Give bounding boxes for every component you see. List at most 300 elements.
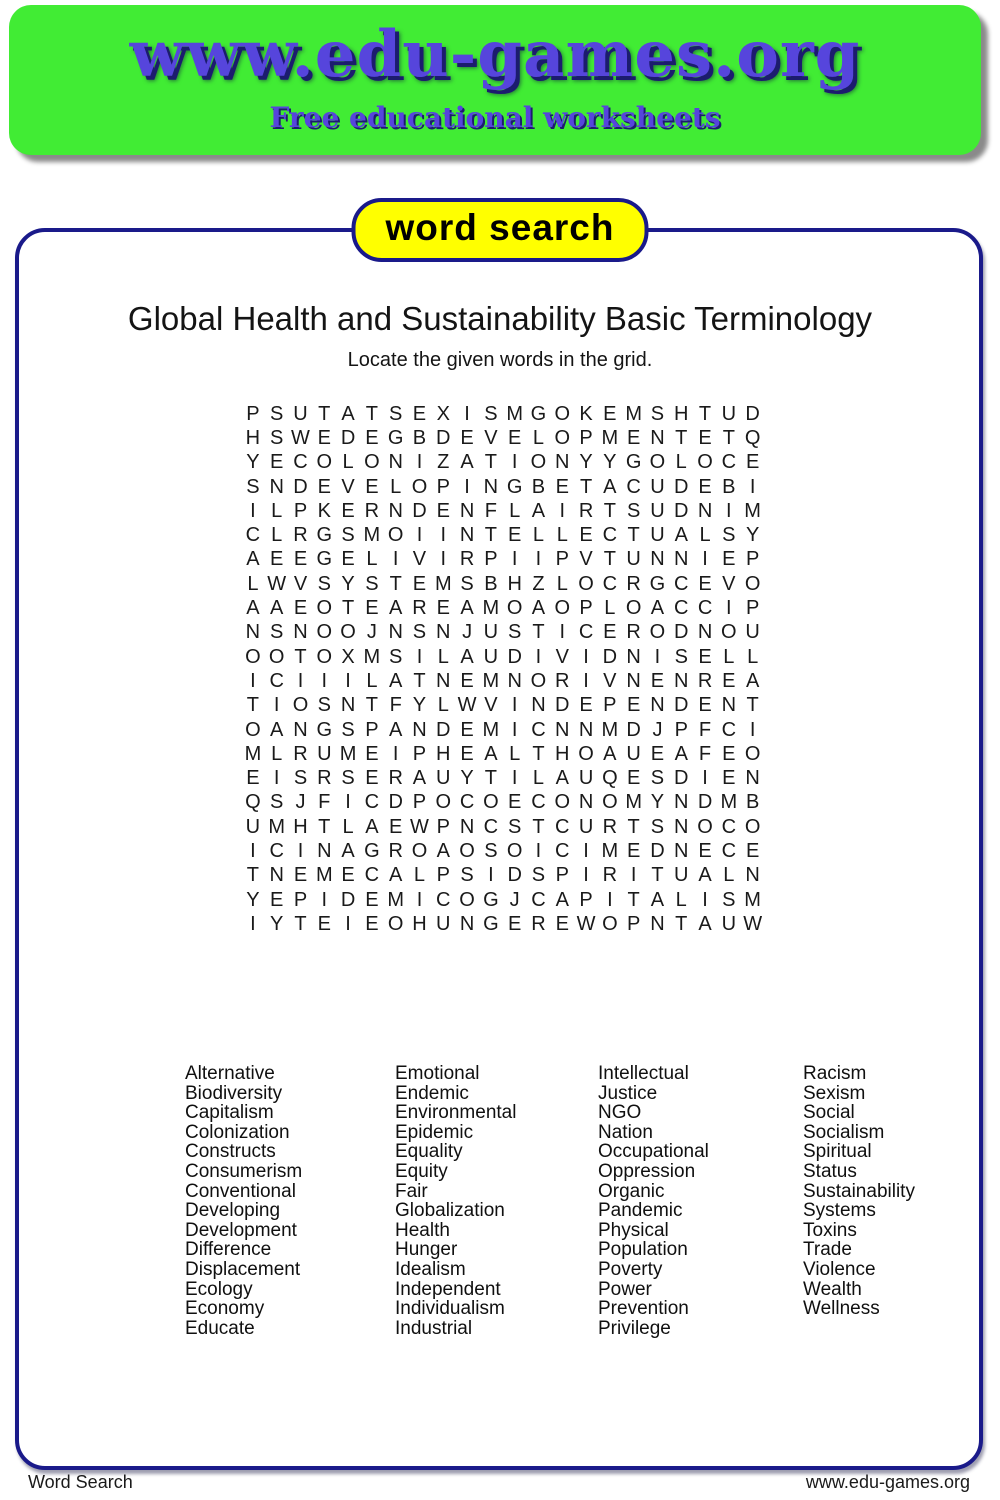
grid-cell: O [316, 645, 333, 668]
word-item: Difference [185, 1239, 272, 1261]
grid-cell: L [342, 815, 354, 838]
grid-cell: M [268, 815, 286, 838]
grid-cell: L [675, 451, 687, 474]
grid-cell: E [507, 426, 522, 449]
grid-cell: L [366, 548, 378, 571]
grid-cell: E [365, 742, 379, 765]
grid-cell: L [247, 572, 259, 595]
word-list [0, 1064, 1000, 1344]
word-item: Violence [803, 1258, 876, 1280]
grid-cell: Q [744, 426, 761, 449]
grid-cell: H [436, 742, 451, 765]
grid-cell: C [531, 888, 546, 911]
grid-cell: P [555, 864, 569, 887]
grid-cell: E [507, 912, 522, 935]
grid-cell: A [389, 669, 403, 692]
grid-cell: O [744, 572, 761, 595]
grid-cell: O [292, 694, 309, 717]
grid-cell: C [697, 597, 713, 620]
grid-cell: S [650, 767, 665, 790]
grid-cell: A [555, 888, 569, 911]
grid-cell: I [416, 645, 423, 668]
word-item: Oppression [598, 1160, 696, 1182]
grid-row [241, 669, 765, 693]
grid-row [241, 864, 765, 888]
word-item: Displacement [185, 1258, 301, 1280]
word-item: Economy [185, 1298, 265, 1320]
grid-cell: N [626, 669, 641, 692]
grid-cell: A [460, 451, 474, 474]
grid-cell: P [246, 402, 260, 425]
grid-cell: S [270, 791, 284, 814]
grid-cell: V [293, 572, 308, 595]
grid-cell: V [484, 426, 498, 449]
grid-cell: B [722, 475, 736, 498]
grid-row [241, 475, 765, 499]
grid-cell: T [484, 451, 497, 474]
grid-cell: O [602, 791, 618, 814]
grid-cell: C [721, 839, 737, 862]
grid-cell: E [745, 839, 760, 862]
grid-cell: T [318, 815, 331, 838]
word-item: Industrial [395, 1317, 473, 1339]
word-item: Educate [185, 1317, 255, 1339]
word-search-badge: word search [352, 198, 649, 262]
grid-cell: V [722, 572, 736, 595]
grid-cell: D [555, 694, 570, 717]
grid-cell: U [578, 767, 594, 790]
grid-cell: O [459, 888, 475, 911]
grid-cell: W [410, 815, 429, 838]
grid-cell: B [412, 426, 427, 449]
grid-cell: T [365, 402, 378, 425]
grid-cell: O [649, 621, 666, 644]
word-item: Systems [803, 1200, 876, 1222]
grid-cell: I [392, 548, 399, 571]
grid-cell: L [556, 524, 568, 547]
grid-cell: S [507, 815, 522, 838]
grid-cell: T [698, 402, 712, 425]
grid-cell: L [413, 864, 426, 887]
grid-cell: P [579, 888, 593, 911]
grid-cell: P [436, 864, 450, 887]
grid-cell: A [365, 815, 379, 838]
grid-cell: E [698, 839, 712, 862]
grid-cell: N [650, 426, 665, 449]
grid-cell: U [578, 815, 594, 838]
grid-cell: L [509, 499, 521, 522]
grid-cell: I [464, 475, 470, 498]
word-item: Population [598, 1239, 688, 1261]
grid-cell: M [363, 645, 381, 668]
grid-cell: N [340, 694, 356, 717]
grid-cell: O [554, 791, 571, 814]
grid-cell: I [250, 839, 256, 862]
grid-cell: N [245, 621, 261, 644]
word-item: Ecology [185, 1278, 253, 1300]
grid-cell: N [269, 864, 284, 887]
word-item: Idealism [395, 1258, 466, 1280]
grid-cell: I [273, 694, 280, 717]
grid-cell: D [697, 791, 713, 814]
grid-cell: E [270, 548, 284, 571]
grid-row [241, 499, 765, 523]
grid-cell: C [269, 669, 284, 692]
grid-cell: F [389, 694, 402, 717]
grid-cell: P [555, 548, 569, 571]
grid-cell: M [506, 402, 523, 425]
grid-cell: I [464, 402, 470, 425]
grid-cell: E [626, 839, 641, 862]
grid-cell: S [270, 402, 284, 425]
grid-cell: E [436, 499, 450, 522]
grid-cell: N [269, 475, 284, 498]
grid-cell: S [650, 402, 665, 425]
word-column [185, 1064, 302, 1338]
grid-cell: G [483, 912, 499, 935]
grid-cell: N [674, 669, 689, 692]
grid-cell: S [365, 572, 379, 595]
grid-cell: O [744, 815, 761, 838]
grid-cell: O [245, 645, 261, 668]
grid-cell: D [674, 475, 689, 498]
grid-cell: D [340, 426, 356, 449]
grid-cell: V [603, 669, 617, 692]
grid-cell: H [555, 742, 570, 765]
grid-cell: T [603, 499, 616, 522]
grid-cell: N [578, 718, 594, 741]
grid-cell: E [365, 888, 379, 911]
puzzle-title: Global Health and Sustainability Basic Terminology [127, 300, 873, 337]
grid-cell: D [507, 645, 522, 668]
grid-cell: C [674, 572, 689, 595]
grid-cell: R [626, 621, 641, 644]
grid-cell: H [674, 402, 689, 425]
grid-cell: U [436, 767, 451, 790]
grid-cell: A [246, 548, 260, 571]
grid-row [241, 621, 765, 645]
grid-cell: E [555, 475, 569, 498]
grid-cell: D [412, 499, 427, 522]
grid-cell: P [579, 597, 593, 620]
grid-cell: O [316, 451, 333, 474]
grid-cell: R [412, 597, 427, 620]
grid-cell: S [460, 572, 474, 595]
word-item: Fair [395, 1180, 428, 1202]
grid-cell: O [721, 621, 737, 644]
grid-row [241, 766, 765, 790]
word-item: Justice [598, 1082, 658, 1104]
grid-cell: N [459, 912, 475, 935]
grid-cell: I [321, 669, 328, 692]
grid-cell: L [532, 767, 545, 790]
grid-cell: S [460, 864, 474, 887]
grid-cell: U [483, 645, 499, 668]
grid-cell: A [698, 864, 712, 887]
grid-cell: M [720, 791, 738, 814]
grid-cell: O [554, 426, 571, 449]
grid-cell: N [555, 718, 570, 741]
grid-cell: I [511, 548, 518, 571]
grid-cell: A [698, 912, 712, 935]
grid-cell: I [416, 451, 423, 474]
grid-cell: I [440, 524, 447, 547]
grid-cell: S [389, 645, 403, 668]
grid-cell: I [416, 524, 423, 547]
grid-cell: P [412, 791, 427, 814]
word-item: Equity [395, 1160, 448, 1182]
grid-cell: G [316, 718, 333, 741]
grid-cell: S [317, 694, 331, 717]
grid-cell: C [578, 621, 594, 644]
word-item: Pandemic [598, 1200, 683, 1222]
grid-cell: C [436, 888, 451, 911]
grid-cell: N [674, 839, 689, 862]
grid-cell: G [649, 572, 666, 595]
grid-cell: S [317, 572, 331, 595]
grid-cell: G [483, 888, 499, 911]
grid-cell: A [484, 742, 498, 765]
grid-cell: O [554, 597, 571, 620]
grid-cell: I [297, 839, 304, 862]
grid-cell: S [507, 621, 522, 644]
grid-cell: W [743, 912, 763, 935]
grid-cell: T [246, 694, 259, 717]
grid-cell: O [530, 669, 547, 692]
grid-cell: E [722, 767, 736, 790]
grid-cell: D [650, 839, 665, 862]
word-column [803, 1064, 915, 1319]
grid-cell: G [506, 475, 523, 498]
grid-cell: S [484, 402, 498, 425]
grid-cell: I [607, 888, 613, 911]
grid-cell: V [412, 548, 427, 571]
grid-cell: Z [437, 451, 450, 474]
grid-cell: I [702, 888, 708, 911]
grid-row [241, 596, 765, 620]
grid-cell: M [625, 402, 642, 425]
grid-cell: N [650, 912, 665, 935]
grid-cell: N [293, 718, 308, 741]
grid-cell: M [601, 839, 619, 862]
word-item: Racism [803, 1063, 867, 1084]
grid-cell: M [339, 742, 357, 765]
grid-cell: R [531, 912, 546, 935]
grid-cell: A [246, 597, 260, 620]
word-item: Trade [803, 1239, 852, 1261]
grid-cell: G [530, 402, 547, 425]
word-item: Sustainability [803, 1180, 915, 1202]
grid-cell: D [626, 718, 641, 741]
grid-cell: C [602, 524, 618, 547]
grid-cell: A [531, 597, 546, 620]
grid-cell: U [483, 621, 499, 644]
grid-cell: O [340, 621, 356, 644]
word-item: Hunger [395, 1239, 458, 1261]
grid-cell: U [650, 475, 665, 498]
word-item: Biodiversity [185, 1082, 283, 1104]
grid-cell: P [412, 742, 427, 765]
grid-cell: T [532, 815, 545, 838]
grid-cell: E [341, 548, 355, 571]
grid-cell: A [650, 597, 665, 620]
grid-cell: M [244, 742, 262, 765]
grid-cell: M [482, 597, 500, 620]
grid-cell: O [697, 815, 713, 838]
grid-cell: P [293, 499, 308, 522]
grid-row [241, 742, 765, 766]
grid-cell: G [625, 451, 642, 474]
word-item: Sexism [803, 1082, 866, 1104]
grid-cell: O [744, 742, 761, 765]
grid-cell: I [654, 645, 661, 668]
grid-cell: I [535, 839, 542, 862]
grid-cell: L [271, 742, 283, 765]
grid-cell: O [245, 718, 261, 741]
grid-cell: Y [246, 888, 260, 911]
grid-cell: J [366, 621, 377, 644]
grid-cell: Y [246, 451, 260, 474]
grid-cell: N [388, 621, 403, 644]
grid-cell: E [698, 475, 712, 498]
grid-cell: F [698, 718, 712, 741]
grid-cell: I [583, 645, 589, 668]
grid-cell: M [434, 572, 452, 595]
word-item: Intellectual [598, 1063, 689, 1084]
word-item: Equality [395, 1141, 463, 1163]
grid-cell: E [293, 597, 308, 620]
grid-cell: R [459, 548, 475, 571]
grid-cell: N [650, 694, 665, 717]
grid-cell: N [459, 815, 475, 838]
grid-cell: N [317, 839, 332, 862]
grid-cell: E [341, 499, 355, 522]
grid-cell: L [271, 499, 283, 522]
grid-cell: R [555, 669, 570, 692]
grid-cell: C [626, 475, 641, 498]
word-item: Health [395, 1219, 450, 1241]
grid-cell: J [462, 621, 473, 644]
grid-cell: I [726, 499, 732, 522]
site-tagline: Free educational worksheets [269, 101, 721, 134]
grid-cell: C [602, 572, 618, 595]
grid-cell: Y [603, 451, 617, 474]
grid-cell: I [511, 767, 518, 790]
grid-cell: D [674, 694, 689, 717]
grid-cell: O [483, 791, 499, 814]
grid-cell: I [488, 864, 494, 887]
grid-cell: E [436, 597, 450, 620]
puzzle-instruction: Locate the given words in the grid. [347, 349, 653, 371]
grid-cell: T [651, 864, 664, 887]
grid-cell: S [341, 767, 355, 790]
grid-cell: E [603, 402, 617, 425]
grid-row [241, 645, 765, 669]
grid-cell: N [459, 499, 475, 522]
grid-cell: T [484, 524, 497, 547]
grid-cell: I [559, 499, 566, 522]
grid-cell: S [389, 402, 403, 425]
word-item: Capitalism [185, 1102, 274, 1124]
grid-cell: D [745, 402, 760, 425]
grid-cell: P [365, 718, 379, 741]
word-item: Environmental [395, 1102, 517, 1124]
grid-cell: T [627, 524, 640, 547]
grid-cell: I [702, 548, 708, 571]
grid-cell: O [649, 451, 666, 474]
grid-cell: T [627, 888, 640, 911]
grid-cell: Y [650, 791, 665, 814]
grid-cell: O [506, 597, 523, 620]
grid-cell: A [460, 645, 474, 668]
grid-cell: I [416, 888, 423, 911]
grid-cell: E [460, 718, 474, 741]
grid-cell: O [602, 912, 618, 935]
grid-cell: T [365, 694, 378, 717]
grid-cell: O [530, 451, 547, 474]
grid-cell: H [507, 572, 522, 595]
grid-cell: E [460, 669, 474, 692]
grid-cell: S [650, 815, 665, 838]
grid-cell: C [269, 839, 284, 862]
grid-cell: A [603, 475, 617, 498]
site-header-banner [9, 5, 981, 155]
grid-cell: D [436, 718, 451, 741]
grid-row [241, 912, 765, 936]
word-item: Spiritual [803, 1141, 872, 1163]
grid-cell: T [603, 548, 616, 571]
grid-cell: S [412, 621, 427, 644]
grid-cell: U [650, 499, 665, 522]
grid-cell: Y [341, 572, 355, 595]
grid-cell: V [341, 475, 355, 498]
grid-cell: O [554, 402, 571, 425]
grid-cell: Q [245, 791, 261, 814]
grid-cell: E [412, 402, 427, 425]
word-item: Colonization [185, 1121, 290, 1143]
grid-cell: C [721, 815, 737, 838]
grid-cell: A [341, 839, 355, 862]
footer-site-url: www.edu-games.org [805, 1472, 970, 1492]
grid-cell: N [650, 548, 665, 571]
grid-cell: E [722, 548, 736, 571]
grid-cell: I [749, 475, 756, 498]
grid-cell: L [366, 669, 378, 692]
grid-cell: P [436, 815, 450, 838]
grid-cell: I [345, 669, 351, 692]
grid-cell: Q [602, 767, 618, 790]
grid-cell: L [509, 742, 521, 765]
grid-cell: L [532, 426, 545, 449]
grid-cell: E [317, 475, 331, 498]
grid-row [241, 791, 765, 815]
grid-cell: U [436, 912, 451, 935]
grid-cell: I [749, 718, 756, 741]
grid-cell: S [341, 718, 355, 741]
grid-cell: T [294, 912, 307, 935]
grid-cell: P [484, 548, 498, 571]
grid-cell: L [723, 864, 735, 887]
grid-cell: M [744, 888, 761, 911]
grid-cell: E [341, 864, 355, 887]
grid-cell: N [412, 718, 427, 741]
grid-cell: F [318, 791, 331, 814]
grid-cell: A [555, 767, 569, 790]
grid-cell: C [531, 718, 546, 741]
grid-cell: J [509, 888, 520, 911]
grid-cell: T [532, 621, 545, 644]
grid-cell: R [293, 742, 308, 765]
